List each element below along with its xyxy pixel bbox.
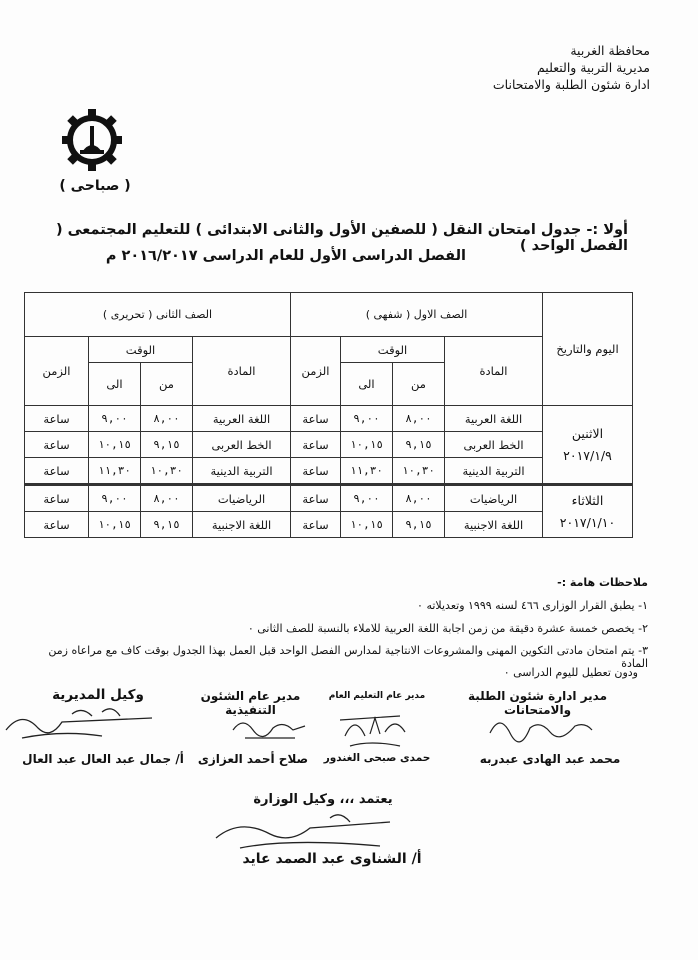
duration-cell: ساعة [291, 432, 341, 458]
time-header: الوقت [341, 337, 445, 363]
day-date: ٢٠١٧/١/٩ [563, 447, 612, 463]
subject-cell: اللغة العربية [445, 406, 543, 432]
from-header: من [393, 363, 445, 406]
duration-header: الزمن [291, 337, 341, 406]
administration-line: ادارة شئون الطلبة والامتحانات [492, 77, 650, 92]
signatory-3-title: مدير عام الشئون التنفيذية [200, 689, 301, 717]
shift-label: ( صباحى ) [59, 178, 131, 194]
table-row [25, 512, 633, 538]
to-cell: ٩,٠٠ [89, 406, 141, 432]
signatory-3-name: صلاح أحمد العزازى [197, 752, 309, 766]
day-date-cell [543, 406, 633, 485]
to-cell: ٩,٠٠ [341, 485, 393, 512]
day-name: الاثنين [571, 425, 604, 441]
table-row [25, 485, 633, 512]
time-header: الوقت [89, 337, 193, 363]
subject-cell: التربية الدينية [193, 458, 291, 485]
from-cell: ٨,٠٠ [393, 485, 445, 512]
directorate-line: مديرية التربية والتعليم [536, 60, 650, 75]
to-cell: ١١,٣٠ [341, 458, 393, 485]
signatory-4-name: أ/ جمال عبد العال عبد العال [22, 752, 184, 766]
from-cell: ١٠,٣٠ [141, 458, 193, 485]
from-cell: ٩,١٥ [393, 512, 445, 538]
to-cell: ١٠,١٥ [89, 432, 141, 458]
day-date-header: اليوم والتاريخ [543, 293, 633, 406]
duration-cell: ساعة [25, 406, 89, 432]
from-header: من [141, 363, 193, 406]
subject-cell: اللغة العربية [193, 406, 291, 432]
day-date-cell [543, 485, 633, 538]
to-header: الى [341, 363, 393, 406]
to-cell: ١٠,١٥ [89, 512, 141, 538]
notes-heading: ملاحظات هامة :- [557, 576, 648, 589]
to-header: الى [89, 363, 141, 406]
to-cell: ١١,٣٠ [89, 458, 141, 485]
table-row [25, 458, 633, 485]
document-title: أولا :- جدول امتحان النقل ( للصفين الأول والثانى الابتدائى ) للتعليم المجتمعى ( الفصل الواحد ) [55, 222, 628, 254]
day-date: ٢٠١٧/١/١٠ [559, 514, 616, 530]
duration-cell: ساعة [25, 485, 89, 512]
to-cell: ٩,٠٠ [89, 485, 141, 512]
note-3-continued: ودون تعطيل لليوم الدراسى ٠ [503, 666, 638, 679]
signature-1-mark [480, 708, 600, 748]
signature-3-mark [225, 710, 310, 744]
duration-cell: ساعة [25, 432, 89, 458]
signatory-4-title: وكيل المديرية [52, 687, 144, 703]
gear-emblem-icon [62, 108, 122, 178]
grade2-header: الصف الثانى ( تحريرى ) [25, 293, 291, 337]
subject-cell: اللغة الاجنبية [445, 512, 543, 538]
subject-cell: الرياضيات [193, 485, 291, 512]
to-cell: ٩,٠٠ [341, 406, 393, 432]
from-cell: ٩,١٥ [141, 432, 193, 458]
note-2: ٢- يخصص خمسة عشرة دقيقة من زمن اجابة اللغة العربية للاملاء بالنسبة للصف الثانى ٠ [247, 622, 648, 635]
approval-line: يعتمد ،،، وكيل الوزارة [253, 792, 393, 807]
duration-cell: ساعة [291, 458, 341, 485]
grade1-header: الصف الاول ( شفهى ) [291, 293, 543, 337]
to-cell: ١٠,١٥ [341, 512, 393, 538]
signatory-2-title: مدير عام التعليم العام [328, 691, 426, 701]
subject-cell: التربية الدينية [445, 458, 543, 485]
duration-header: الزمن [25, 337, 89, 406]
subject-cell: الخط العربى [445, 432, 543, 458]
note-1: ١- يطبق القرار الوزارى ٤٦٦ لسنه ١٩٩٩ وتعديلاته ٠ [417, 599, 648, 612]
header-block [390, 42, 650, 93]
subject-cell: اللغة الاجنبية [193, 512, 291, 538]
table-row [25, 432, 633, 458]
from-cell: ٩,١٥ [393, 432, 445, 458]
signature-2-mark [330, 706, 420, 750]
duration-cell: ساعة [291, 406, 341, 432]
from-cell: ٨,٠٠ [141, 406, 193, 432]
approver-signature-mark [210, 808, 400, 854]
exam-schedule-table [24, 292, 633, 538]
from-cell: ٨,٠٠ [141, 485, 193, 512]
approver-name: أ/ الشناوى عبد الصمد عايد [242, 851, 422, 867]
duration-cell: ساعة [291, 512, 341, 538]
duration-cell: ساعة [25, 512, 89, 538]
note-3: ٣- يتم امتحان مادتى التكوين المهنى والمشروعات الانتاجية لمدارس الفصل الواحد قبل العمل بهذا الجدول بوقت كاف مع مراعاه زمن المادة [48, 644, 648, 670]
from-cell: ٨,٠٠ [393, 406, 445, 432]
document-subtitle: الفصل الدراسى الأول للعام الدراسى ٢٠١٦/٢٠١٧ م [105, 248, 466, 264]
signatory-2-name: حمدى صبحى الغندور [323, 752, 431, 764]
from-cell: ٩,١٥ [141, 512, 193, 538]
governorate-line: محافظة الغربية [570, 43, 650, 58]
from-cell: ١٠,٣٠ [393, 458, 445, 485]
signatory-1-name: محمد عبد الهادى عبدربه [479, 752, 621, 766]
signature-4-mark [2, 700, 162, 750]
table-row [25, 406, 633, 432]
duration-cell: ساعة [291, 485, 341, 512]
subject-header: المادة [445, 337, 543, 406]
signatory-1-title: مدير ادارة شئون الطلبة والامتحانات [467, 689, 608, 717]
subject-cell: الخط العربى [193, 432, 291, 458]
day-name: الثلاثاء [571, 492, 604, 508]
subject-cell: الرياضيات [445, 485, 543, 512]
duration-cell: ساعة [25, 458, 89, 485]
subject-header: المادة [193, 337, 291, 406]
to-cell: ١٠,١٥ [341, 432, 393, 458]
